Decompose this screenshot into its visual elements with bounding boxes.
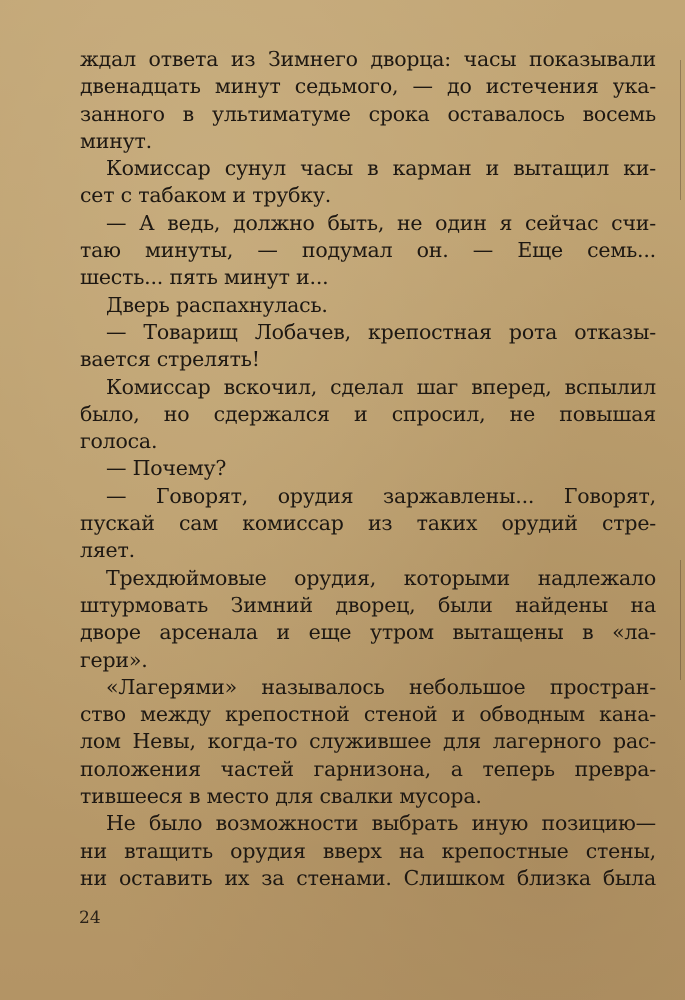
text-line: штурмовать Зимний дворец, были найдены на (80, 592, 656, 617)
text-line: занного в ультиматуме срока оставалось восемь (80, 101, 656, 126)
text-line: вается стрелять! (80, 347, 260, 372)
text-line: минут. (80, 128, 152, 153)
text-line: пускай сам комиссар из таких орудий стре- (80, 511, 656, 536)
text-line: шесть... пять минут и... (80, 265, 329, 290)
text-line: — Товарищ Лобачев, крепостная рота отказы- (106, 319, 656, 344)
text-line: — А ведь, должно быть, не один я сейчас счи- (106, 210, 656, 235)
text-line: Трехдюймовые орудия, которыми надлежало (106, 565, 656, 590)
text-line: Дверь распахнулась. (106, 292, 328, 317)
text-line: голоса. (80, 429, 158, 454)
text-line: таю минуты, — подумал он. — Еще семь... (80, 238, 656, 263)
text-line: было, но сдержался и спросил, не повышая (80, 401, 656, 426)
text-line: ни втащить орудия вверх на крепостные стены, (80, 838, 656, 863)
text-line: Комиссар вскочил, сделал шаг вперед, вспылил (106, 374, 656, 399)
text-line: ляет. (80, 538, 135, 563)
text-line: положения частей гарнизона, а теперь превра- (80, 756, 656, 781)
text-line: Не было возможности выбрать иную позицию— (106, 811, 656, 836)
text-line: дворе арсенала и еще утром вытащены в «ла- (80, 620, 656, 645)
text-line: Комиссар сунул часы в карман и вытащил ки- (106, 156, 656, 181)
text-line: двенадцать минут седьмого, — до истечения ука- (80, 74, 656, 99)
text-line: — Почему? (106, 456, 227, 481)
text-line: тившееся в место для свалки мусора. (80, 784, 482, 809)
text-line: ни оставить их за стенами. Слишком близка была (80, 865, 656, 890)
text-line: гери». (80, 647, 148, 672)
text-line: «Лагерями» называлось небольшое простран- (106, 674, 656, 699)
text-line: ждал ответа из Зимнего дворца: часы показывали (80, 47, 656, 71)
text-line: сет с табаком и трубку. (80, 183, 332, 208)
text-line: — Говорят, орудия заржавлены... Говорят, (106, 483, 656, 508)
text-line: ство между крепостной стеной и обводным кана- (80, 702, 656, 727)
body-text (80, 46, 656, 892)
page-edge-shadow (680, 60, 681, 200)
text-line: лом Невы, когда-то служившее для лагерного рас- (80, 729, 656, 754)
page-number: 24 (79, 908, 101, 928)
page-edge-shadow (680, 560, 681, 680)
